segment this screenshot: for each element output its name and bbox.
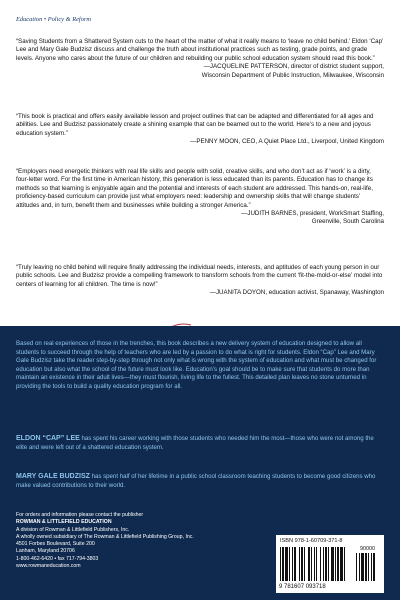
category-label: Education • Policy & Reform — [16, 16, 92, 23]
barcode-digits: 9 781607 093718 — [279, 584, 326, 590]
review-attribution: —JUANITA DOYON, education activist, Spanaway, Washington — [209, 289, 384, 297]
review-attribution: —PENNY MOON, CEO, A Quiet Place Ltd., Liverpool, United Kingdom — [190, 138, 384, 146]
publisher-line: 4501 Forbes Boulevard, Suite 200 — [16, 541, 95, 548]
author-bio-text: has spent half of her lifetime in a public school classroom teaching students to become good citizens who make valued contributions to their world. — [16, 473, 376, 489]
review-attribution: —JACQUELINE PATTERSON, director of district student support, — [203, 63, 384, 71]
author-bio — [16, 435, 384, 452]
publisher-line: 1-800-462-6420 • fax 717-794-3803 — [16, 555, 99, 562]
author-bio — [16, 473, 384, 490]
author-name: MARY GALE BUDZISZ — [16, 473, 90, 480]
publisher-line: A wholly owned subsidiary of The Rowman & Littlefield Publishing Group, Inc. — [16, 533, 194, 540]
review-quote — [16, 168, 384, 227]
barcode-icon — [280, 547, 380, 583]
publisher-website: www.rowmaneducation.com — [16, 563, 81, 570]
review-text: “Employers need energetic thinkers with real life skills and people with solid, creative skills, and who don’t act as if ‘work’ is a dirty, four-letter word. For the first time in American history, this generation is less educated than its parents. Education has to change its methods so that learning is enjoyable again and the potential and interests of each student are addressed. This hands-on, real-life, proficiency-based curriculum can provide just what employers need: leadership and ownership skills that will change students’ attitudes and, in turn, benefit them and businesses while building a stronger America.” — [16, 168, 373, 209]
review-quote — [16, 38, 384, 80]
barcode-panel — [276, 535, 384, 593]
review-attribution: —JUDITH BARNES, president, WorkSmart Staffing, — [241, 210, 384, 218]
isbn-text: ISBN 978-1-60709-371-8 — [280, 538, 343, 544]
author-bio-text: has spent his career working with those students who needed him the most—those who were not among the elite and were left out of a shattered education system. — [16, 435, 374, 451]
publisher-line: Lanham, Maryland 20706 — [16, 548, 75, 555]
review-text: “Saving Students from a Shattered System cuts to the heart of the matter of what it really means to ‘leave no child behind.’ Eldon ‘Cap’ Lee and Mary Gale Budzisz discuss and challenge the truth about institutional practices such as testing, grade points, and grade levels. Anyone who cares about the future of our children and rebuilding our public school education system should read this book.” — [16, 38, 384, 62]
barcode-supplement: 90000 — [360, 546, 375, 552]
publisher-line: A division of Rowman & Littlefield Publishers, Inc. — [16, 526, 130, 533]
author-name: ELDON “CAP” LEE — [16, 435, 80, 442]
review-text: “This book is practical and offers easily available lesson and project outlines that can be adapted and differentiated for all ages and abilities. Lee and Budzisz passionately create a shining example that can be beamed out to the world. Here’s to a new and joyous education system.” — [16, 113, 374, 137]
review-quote — [16, 113, 384, 147]
review-attribution: Wisconsin Department of Public Instruction, Milwaukee, Wisconsin — [201, 71, 384, 79]
publisher-name: ROWMAN & LITTLEFIELD EDUCATION — [16, 519, 112, 526]
publisher-line: For orders and information please contact the publisher — [16, 512, 144, 518]
review-text: “Truly leaving no child behind will require finally addressing the individual needs, interests, and aptitudes of each young person in our public schools. Lee and Budzisz provide a compelling framework to transform schools from the current ‘fit-the-mold-or-else’ model into centers of learning for all children. The time is now!” — [16, 264, 383, 288]
review-quote — [16, 264, 384, 298]
review-attribution: Greenville, South Carolina — [311, 218, 384, 226]
publisher-info — [16, 512, 236, 570]
book-description: Based on real experiences of those in the trenches, this book describes a new delivery system of education designed to allow all students to succeed through the help of teachers who are led by a passion to do what is right for students. Eldon “Cap” Lee and Mary Gale Budzisz take the reader step-by-step through not only what is wrong with the system of education and what must be changed for education but also what the school of the future must look like. Education’s goal should be to make sure that students do more than maintain an existence in their adult lives—they must flourish, living life to the fullest. This detailed plan leaves no stone unturned in providing the tools to build a quality education program for all. — [16, 340, 377, 390]
